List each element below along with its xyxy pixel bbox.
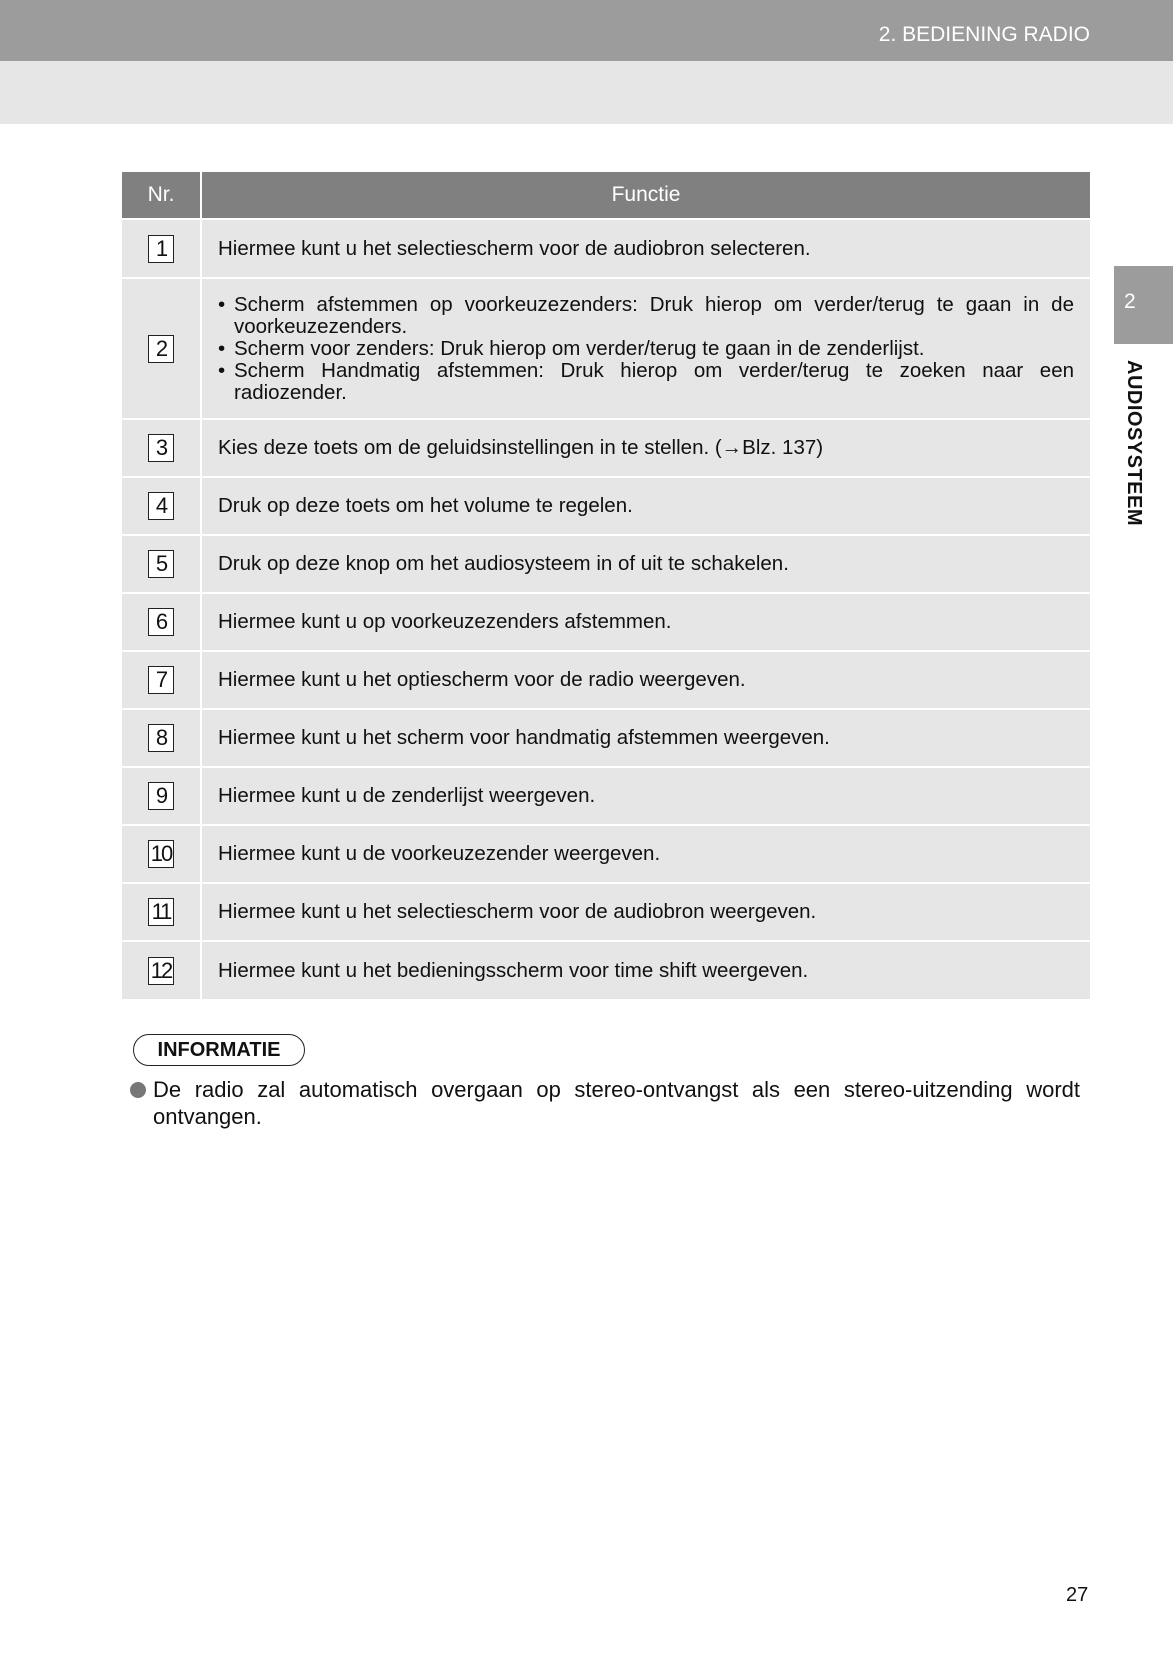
header-band xyxy=(0,61,1173,124)
column-header-function: Functie xyxy=(201,172,1090,219)
chapter-title: AUDIOSYSTEEM xyxy=(1123,360,1145,527)
function-table xyxy=(122,172,1090,999)
table-row xyxy=(122,709,1090,767)
table-row xyxy=(122,941,1090,999)
header-bar xyxy=(0,0,1173,61)
table-row xyxy=(122,419,1090,477)
item-number: 2 xyxy=(148,335,174,363)
table-row xyxy=(122,535,1090,593)
chapter-tab xyxy=(1114,266,1173,344)
function-bullet-list xyxy=(218,294,1074,404)
chapter-number: 2 xyxy=(1124,290,1136,313)
function-text: Kies deze toets om de geluidsinstellingen in te stellen. (→Blz. 137) xyxy=(201,419,1090,477)
table-row xyxy=(122,219,1090,278)
item-number: 7 xyxy=(148,666,174,694)
bullet-dot-icon xyxy=(130,1082,146,1098)
item-number: 6 xyxy=(148,608,174,636)
function-text: Hiermee kunt u het selectiescherm voor de audiobron weergeven. xyxy=(201,883,1090,941)
function-text: Hiermee kunt u het bedieningsscherm voor time shift weergeven. xyxy=(201,941,1090,999)
table-row xyxy=(122,593,1090,651)
table-row xyxy=(122,477,1090,535)
function-text: Hiermee kunt u het optiescherm voor de radio weergeven. xyxy=(201,651,1090,709)
item-number: 10 xyxy=(148,840,174,868)
bullet-item: • Scherm voor zenders: Druk hierop om verder/terug te gaan in de zenderlijst. xyxy=(218,338,1074,360)
function-text: Hiermee kunt u het scherm voor handmatig afstemmen weergeven. xyxy=(201,709,1090,767)
table-row xyxy=(122,767,1090,825)
bullet-item: • Scherm Handmatig afstemmen: Druk hierop om verder/terug te zoeken naar een radiozender. xyxy=(218,360,1074,404)
table-row xyxy=(122,651,1090,709)
page-number: 27 xyxy=(1066,1584,1089,1606)
item-number: 11 xyxy=(148,898,174,926)
function-text: Hiermee kunt u op voorkeuzezenders afstemmen. xyxy=(201,593,1090,651)
item-number: 8 xyxy=(148,724,174,752)
item-number: 12 xyxy=(148,957,174,985)
item-number: 9 xyxy=(148,782,174,810)
item-number: 1 xyxy=(148,235,174,263)
section-title: 2. BEDIENING RADIO xyxy=(878,23,1090,46)
information-note xyxy=(130,1076,1080,1130)
function-text: Hiermee kunt u de zenderlijst weergeven. xyxy=(201,767,1090,825)
table-row xyxy=(122,825,1090,883)
function-text: Druk op deze toets om het volume te regelen. xyxy=(201,477,1090,535)
item-number: 3 xyxy=(148,434,174,462)
bullet-item: • Scherm afstemmen op voorkeuzezenders: Druk hierop om verder/terug te gaan in de voorkeuzezenders. xyxy=(218,294,1074,338)
information-badge: INFORMATIE xyxy=(133,1034,305,1066)
function-text: Hiermee kunt u de voorkeuzezender weergeven. xyxy=(201,825,1090,883)
note-text: De radio zal automatisch overgaan op stereo-ontvangst als een stereo-uitzending wordt ontvangen. xyxy=(153,1077,1080,1129)
item-number: 4 xyxy=(148,492,174,520)
function-text: Druk op deze knop om het audiosysteem in of uit te schakelen. xyxy=(201,535,1090,593)
function-text: Hiermee kunt u het selectiescherm voor de audiobron selecteren. xyxy=(201,219,1090,278)
table-row xyxy=(122,278,1090,419)
item-number: 5 xyxy=(148,550,174,578)
column-header-nr: Nr. xyxy=(122,172,201,219)
table-row xyxy=(122,883,1090,941)
